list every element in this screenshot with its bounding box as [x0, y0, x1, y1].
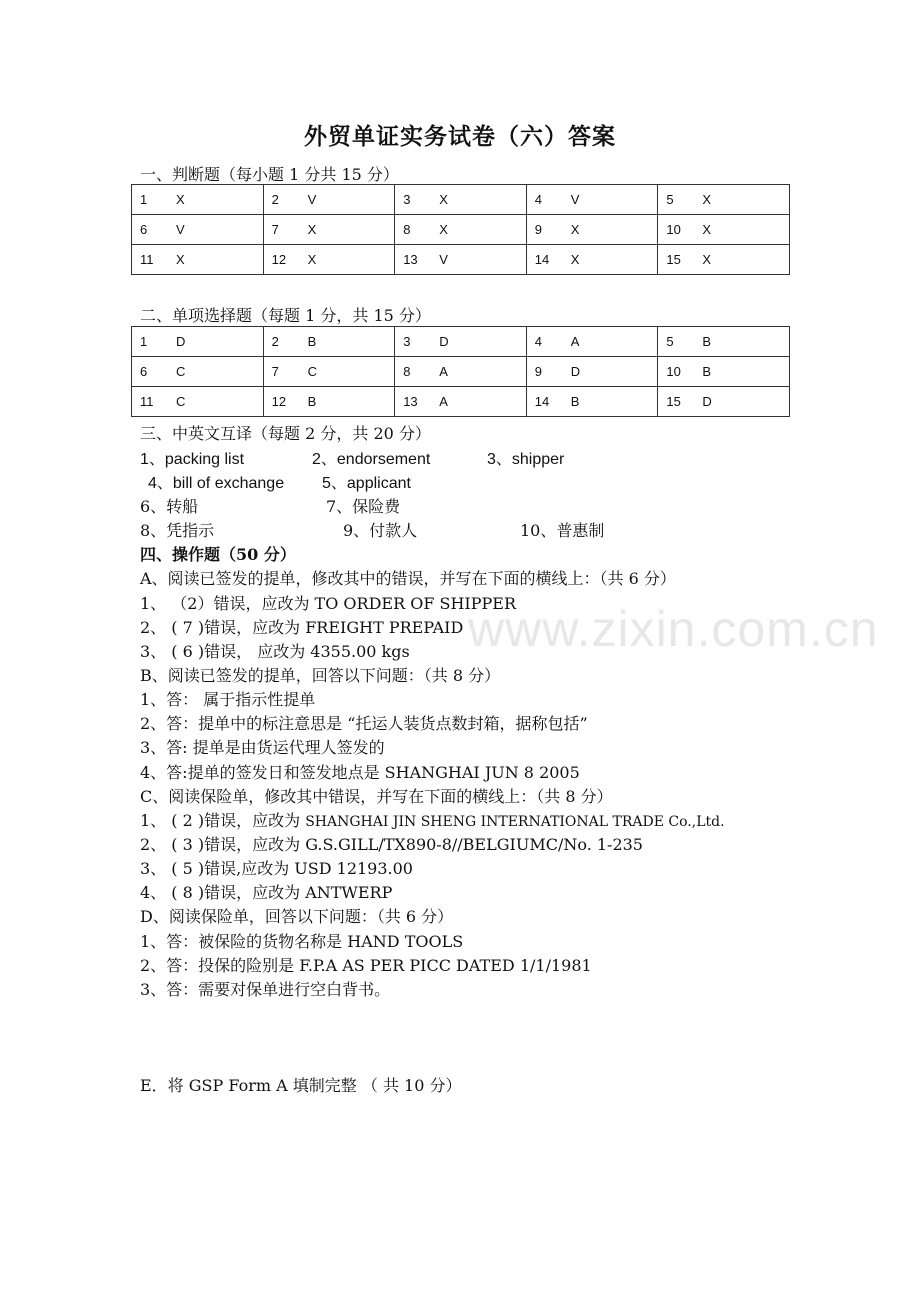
question-number: 3	[403, 192, 411, 207]
answer-value: A	[439, 394, 448, 409]
answer-value: B	[702, 334, 712, 349]
question-number: 10	[666, 222, 681, 237]
question-number: 4	[534, 192, 543, 207]
part-a-answer-1: 1、 （2）错误，应改为 TO ORDER OF SHIPPER	[140, 594, 517, 613]
watermark: www.zixin.com.cn	[468, 601, 879, 657]
question-number: 3	[403, 334, 411, 349]
answer-cell	[658, 357, 790, 387]
translation-item-10: 10、普惠制	[520, 521, 605, 540]
answer-value: X	[176, 252, 185, 267]
question-number: 1	[140, 192, 148, 207]
part-c-answer-3: 3、 ( 5 )错误,应改为 USD 12193.00	[140, 859, 413, 878]
answer-cell	[526, 245, 658, 275]
question-number: 13	[403, 394, 418, 409]
question-number: 14	[534, 252, 550, 267]
answer-cell	[132, 357, 264, 387]
part-a-heading: A、阅读已签发的提单，修改其中的错误，并写在下面的横线上：（共 6 分）	[140, 569, 676, 588]
answer-value: A	[570, 334, 580, 349]
translation-item-2: 2、endorsement	[312, 451, 431, 468]
part-c-answer-1	[140, 808, 725, 831]
answer-cell	[263, 185, 395, 215]
answer-value: B	[702, 364, 712, 379]
answer-cell	[395, 185, 527, 215]
table-row	[132, 357, 790, 387]
question-number: 8	[403, 222, 411, 237]
question-number: 12	[271, 394, 287, 409]
answer-cell	[263, 387, 395, 417]
answer-value: B	[570, 394, 580, 409]
answer-value: B	[307, 394, 317, 409]
answer-cell	[263, 215, 395, 245]
answer-cell	[395, 215, 527, 245]
part-d-answer-3: 3、答：需要对保单进行空白背书。	[140, 980, 391, 999]
part-e-heading: E．将 GSP Form A 填制完整 （ 共 10 分）	[140, 1076, 462, 1095]
section1-heading: 一、判断题（每小题 1 分共 15 分）	[140, 165, 399, 184]
table-row	[132, 387, 790, 417]
translation-item-6: 6、转船	[140, 497, 199, 516]
answer-value: X	[176, 192, 185, 207]
question-number: 4	[534, 334, 543, 349]
table-row	[132, 245, 790, 275]
answer-cell	[395, 245, 527, 275]
answer-cell	[132, 387, 264, 417]
answer-value: C	[307, 364, 317, 379]
question-number: 6	[140, 364, 148, 379]
table-row	[132, 215, 790, 245]
answer-cell	[395, 357, 527, 387]
answer-cell	[526, 215, 658, 245]
answer-cell	[263, 327, 395, 357]
section1-table-body	[132, 185, 790, 275]
question-number: 10	[666, 364, 681, 379]
part-b-answer-3: 3、答: 提单是由货运代理人签发的	[140, 738, 385, 757]
part-c-answer-1-prefix: 1、 ( 2 )错误，应改为	[140, 811, 306, 830]
question-number: 7	[271, 222, 279, 237]
part-a-answer-3: 3、 ( 6 )错误， 应改为 4355.00 kgs	[140, 642, 410, 661]
section3-heading: 三、中英文互译（每题 2 分，共 20 分）	[140, 424, 431, 443]
part-c-answer-1-value: SHANGHAI JIN SHENG INTERNATIONAL TRADE Co.,Ltd.	[305, 814, 725, 830]
answer-value: X	[439, 222, 448, 237]
question-number: 13	[403, 252, 418, 267]
answer-value: X	[307, 222, 317, 237]
question-number: 9	[534, 222, 543, 237]
answer-value: V	[176, 222, 185, 237]
question-number: 6	[140, 222, 148, 237]
question-number: 1	[140, 334, 148, 349]
part-c-answer-4: 4、 ( 8 )错误，应改为 ANTWERP	[140, 883, 393, 902]
part-b-answer-2: 2、答：提单中的标注意思是 “托运人装货点数封箱，据称包括”	[140, 714, 588, 733]
answer-cell	[132, 327, 264, 357]
table-row	[132, 327, 790, 357]
question-number: 12	[271, 252, 287, 267]
answer-cell	[132, 245, 264, 275]
translation-item-1: 1、packing list	[140, 451, 245, 468]
answer-value: D	[176, 334, 186, 349]
answer-cell	[658, 185, 790, 215]
table-row	[132, 185, 790, 215]
part-b-answer-1: 1、答： 属于指示性提单	[140, 690, 316, 709]
question-number: 11	[140, 252, 154, 267]
translation-item-4: 4、bill of exchange	[148, 475, 285, 492]
answer-value: V	[307, 192, 317, 207]
answer-cell	[263, 245, 395, 275]
question-number: 2	[271, 334, 279, 349]
page-title: 外贸单证实务试卷（六）答案	[304, 123, 616, 150]
translation-item-5: 5、applicant	[322, 475, 411, 492]
answer-cell	[658, 327, 790, 357]
part-d-answer-2: 2、答：投保的险别是 F.P.A AS PER PICC DATED 1/1/1981	[140, 956, 592, 975]
answer-cell	[658, 215, 790, 245]
part-d-answer-1: 1、答：被保险的货物名称是 HAND TOOLS	[140, 932, 464, 951]
translation-item-8: 8、凭指示	[140, 521, 215, 540]
answer-value: C	[176, 364, 186, 379]
answer-cell	[658, 245, 790, 275]
question-number: 14	[534, 394, 550, 409]
answer-cell	[263, 357, 395, 387]
answer-value: D	[702, 394, 712, 409]
answer-value: D	[439, 334, 449, 349]
section2-heading: 二、单项选择题（每题 1 分，共 15 分）	[140, 306, 431, 325]
answer-value: X	[702, 222, 712, 237]
part-c-heading: C、阅读保险单，修改其中错误，并写在下面的横线上：（共 8 分）	[140, 787, 613, 806]
answer-value: X	[570, 252, 580, 267]
answer-cell	[526, 357, 658, 387]
answer-value: D	[570, 364, 581, 379]
part-b-heading: B、阅读已签发的提单，回答以下问题：（共 8 分）	[140, 666, 501, 685]
answer-value: X	[439, 192, 448, 207]
question-number: 11	[140, 394, 154, 409]
answer-cell	[395, 327, 527, 357]
answer-value: V	[439, 252, 448, 267]
question-number: 15	[666, 394, 681, 409]
section2-answer-table	[131, 326, 790, 417]
answer-cell	[132, 185, 264, 215]
answer-cell	[658, 387, 790, 417]
section4-heading: 四、操作题（50 分）	[140, 545, 296, 564]
question-number: 5	[666, 334, 674, 349]
answer-value: X	[702, 192, 712, 207]
question-number: 9	[534, 364, 543, 379]
answer-cell	[526, 185, 658, 215]
translation-item-7: 7、保险费	[326, 497, 401, 516]
section2-table-body	[132, 327, 790, 417]
answer-value: B	[307, 334, 317, 349]
question-number: 5	[666, 192, 674, 207]
answer-cell	[132, 215, 264, 245]
question-number: 15	[666, 252, 681, 267]
question-number: 7	[271, 364, 279, 379]
part-a-answer-2: 2、 ( 7 )错误，应改为 FREIGHT PREPAID	[140, 618, 464, 637]
answer-value: A	[439, 364, 448, 379]
translation-item-9: 9、付款人	[343, 521, 418, 540]
question-number: 8	[403, 364, 411, 379]
answer-value: V	[570, 192, 580, 207]
answer-cell	[395, 387, 527, 417]
part-d-heading: D、阅读保险单，回答以下问题：（共 6 分）	[140, 907, 454, 926]
translation-item-3: 3、shipper	[487, 451, 565, 468]
answer-value: X	[307, 252, 317, 267]
answer-cell	[526, 327, 658, 357]
section1-answer-table	[131, 184, 790, 275]
answer-value: C	[176, 394, 186, 409]
answer-value: X	[570, 222, 580, 237]
part-b-answer-4: 4、答:提单的签发日和签发地点是 SHANGHAI JUN 8 2005	[140, 763, 580, 782]
question-number: 2	[271, 192, 279, 207]
answer-value: X	[702, 252, 712, 267]
part-c-answer-2: 2、 ( 3 )错误，应改为 G.S.GILL/TX890-8//BELGIUMC/No. 1-235	[140, 835, 643, 854]
answer-cell	[526, 387, 658, 417]
